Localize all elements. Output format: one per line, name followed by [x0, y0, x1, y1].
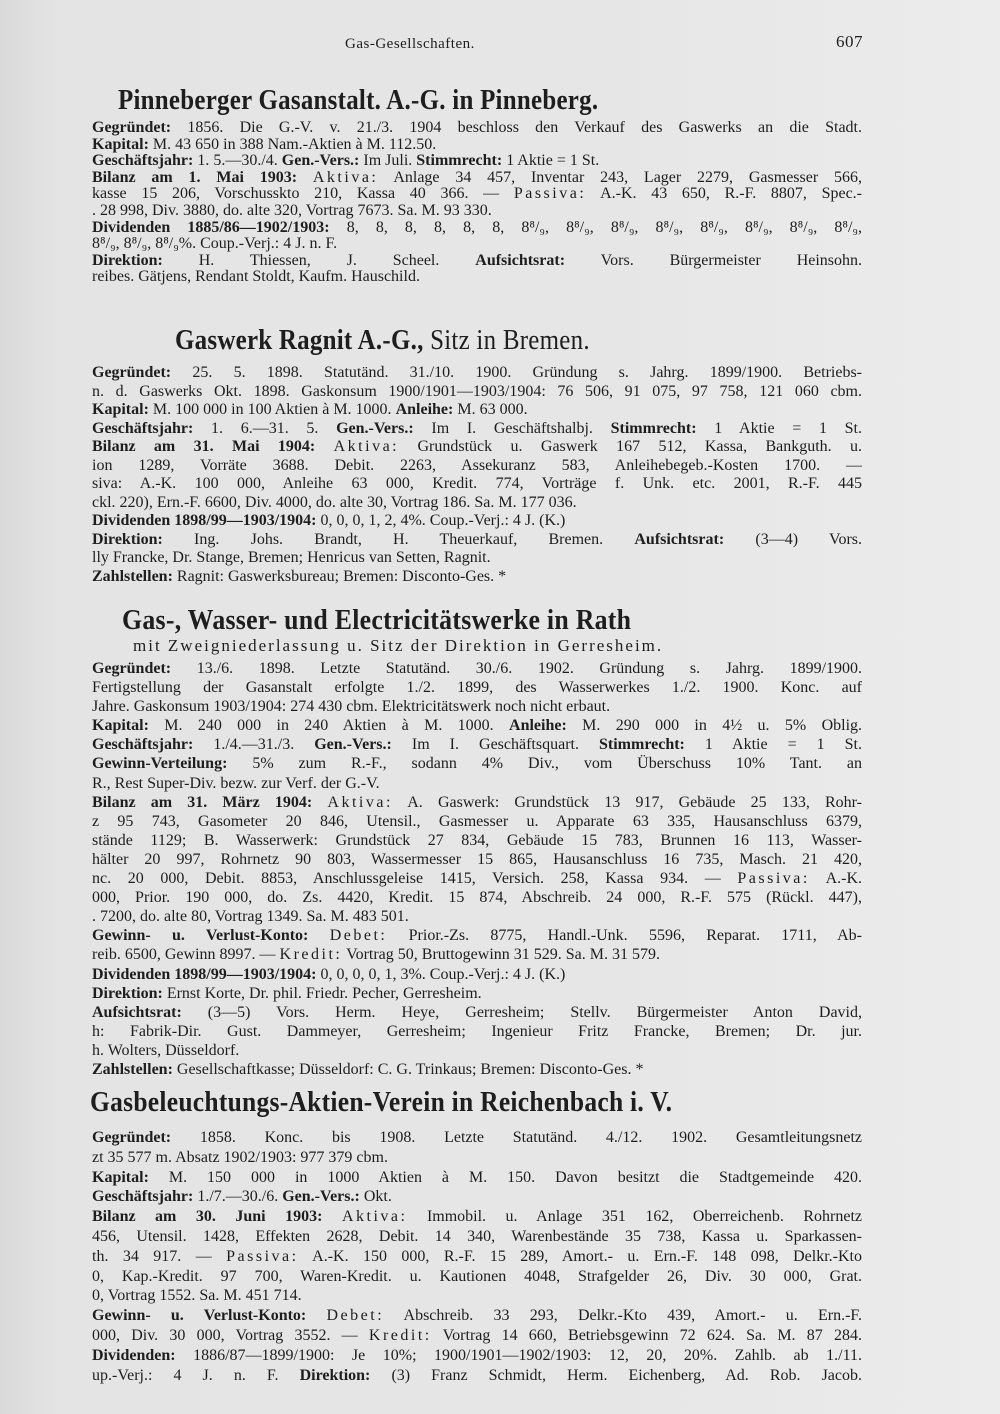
field-label: Dividenden 1898/99—1903/1904: [92, 965, 317, 983]
field-label: Bilanz am 31. Mai 1904: [92, 438, 316, 455]
field-value: Okt. [363, 1188, 392, 1206]
text-line [92, 420, 862, 439]
field-label: Gen.-Vers.: [282, 1188, 360, 1206]
field-value: 5% zum R.-F., sodann 4% Div., vom Überschuss 10% Tant. an [252, 755, 862, 773]
field-label: Anleihe: [509, 717, 567, 735]
text-line [92, 120, 862, 137]
field-value: 1./4.—31./3. [213, 736, 315, 754]
field-value: Immobil. u. Anlage 351 162, Oberreichenb. Rohrnetz [426, 1208, 862, 1226]
field-value: 1 Aktie = 1 St. [704, 736, 862, 754]
field-label: Geschäftsjahr: [92, 419, 194, 437]
section-title [122, 604, 631, 637]
field-value: M. 150 000 in 1000 Aktien à M. 150. Davon besitzt die Stadtgemeinde 420. [168, 1168, 862, 1186]
field-label: Zahlstellen: [92, 567, 173, 585]
field-label: Gegründet: [92, 120, 172, 136]
text-line [92, 1060, 862, 1079]
field-value: Ing. Johs. Brandt, H. Theuerkauf, Bremen. [194, 530, 635, 548]
field-label: Aufsichtsrat: [475, 252, 566, 269]
field-value: kasse 15 206, Vorschusskto 210, Kassa 40 366. — [92, 186, 514, 203]
field-value: A.-K. 43 650, R.-F. 8807, Spec.- [600, 186, 862, 203]
field-value: Debet: [326, 1307, 385, 1325]
text-line [92, 831, 862, 850]
field-value: ion 1289, Vorräte 3688. Debit. 2263, Assekuranz 583, Anleihebegeb.-Kosten 1700. — [92, 456, 862, 474]
field-value: ckl. 220), Ern.-F. 6600, Div. 4000, do. alte 30, Vortrag 186. Sa. M. 177 036. [92, 493, 577, 511]
field-label: Zahlstellen: [92, 1060, 173, 1078]
field-label: Bilanz am 31. März 1904: [92, 793, 313, 811]
field-value: Ragnit: Gaswerksbureau; Bremen: Disconto-Ges. * [176, 567, 507, 585]
field-value: M. 240 000 in 240 Aktien à M. 1000. [164, 717, 510, 735]
field-value: 8⁸/₉, 8⁸/₉, 8⁸/₉%. Coup.-Verj.: 4 J. n. F. [92, 236, 338, 253]
field-label: Gegründet: [92, 1129, 172, 1146]
text-line [92, 549, 862, 568]
text-line [92, 401, 862, 420]
field-label: Gen.-Vers.: [336, 419, 414, 437]
field-label: Direktion: [299, 1366, 371, 1384]
text-line [92, 153, 862, 170]
text-line [92, 1207, 862, 1227]
field-label: Bilanz am 1. Mai 1903: [92, 169, 298, 186]
field-value: A.-K. [825, 870, 862, 888]
field-value: Anlage 34 457, Inventar 243, Lager 2279, Gasmesser 566, [393, 169, 862, 186]
field-label: Kapital: [92, 717, 149, 735]
field-value: Gesellschaftkasse; Düsseldorf: C. G. Trinkaus; Bremen: Disconto-Ges. * [176, 1060, 644, 1078]
field-value: Jahre. Gaskonsum 1903/1904: 274 430 cbm. Elektricitätswerk noch nicht erbaut. [92, 698, 611, 716]
field-value: stände 1129; B. Wasserwerk: Grundstück 27 834, Gebäude 15 783, Brunnen 16 113, Wasser- [92, 831, 862, 849]
text-line [92, 716, 862, 735]
field-value: M. 43 650 in 388 Nam.-Aktien à M. 112.50. [152, 136, 437, 153]
field-label: Kapital: [92, 136, 149, 153]
text-line [92, 774, 862, 793]
field-value: Prior.-Zs. 8775, Handl.-Unk. 5596, Reparat. 1711, Ab- [408, 927, 862, 945]
field-value: Im I. Geschäftsquart. [411, 736, 599, 754]
field-label: Dividenden: [92, 1346, 176, 1364]
field-value: Aktiva: [333, 438, 400, 455]
field-value: 1. 5.—30./4. [197, 153, 282, 170]
field-label: Gen.-Vers.: [281, 153, 360, 170]
field-value: 0, 0, 0, 0, 1, 3%. Coup.-Verj.: 4 J. (K.) [320, 965, 566, 983]
field-label: Aufsichtsrat: [634, 530, 725, 548]
text-line [92, 945, 862, 964]
field-value: 456, Utensil. 1428, Effekten 2628, Debit. 14 340, Warenbestände 35 738, Kassa u. Sparkassen- [92, 1227, 862, 1245]
field-value: 1 Aktie = 1 St. [714, 419, 862, 437]
field-value: h: Fabrik-Dir. Gust. Dammeyer, Gerresheim; Ingenieur Fritz Francke, Bremen; Dr. jur. [92, 1022, 862, 1040]
text-line [92, 907, 862, 926]
section-subtitle: mit Zweigniederlassung u. Sitz der Direktion in Gerresheim. [133, 636, 664, 655]
section-body [92, 659, 862, 1079]
field-label: Direktion: [92, 984, 163, 1002]
text-line [92, 926, 862, 945]
text-line [92, 170, 862, 187]
field-label: Kapital: [92, 1168, 149, 1186]
section-title [118, 84, 598, 117]
field-value: 1886/87—1899/1900: Je 10%; 1900/1901—1902/1903: 12, 20, 20%. Zahlb. ab 1./11. [193, 1346, 862, 1364]
field-value: 1858. Konc. bis 1908. Letzte Statutänd. 4./12. 1902. Gesamtleitungsnetz [199, 1129, 862, 1146]
field-value: up.-Verj.: 4 J. n. F. [92, 1366, 300, 1384]
field-value: 8, 8, 8, 8, 8, 8, 8⁸/₉, 8⁸/₉, 8⁸/₉, 8⁸/₉, 8⁸/₉, 8⁸/₉, 8⁸/₉, 8⁸/₉, [346, 219, 862, 236]
section-body [92, 120, 862, 286]
field-value: reibes. Gätjens, Rendant Stoldt, Kaufm. Hauschild. [92, 269, 420, 286]
field-value: . 7200, do. alte 80, Vortrag 1349. Sa. M. 483 501. [92, 908, 409, 926]
field-label: Stimmrecht: [610, 419, 697, 437]
text-line [92, 220, 862, 237]
field-value: Passiva: [226, 1247, 299, 1265]
field-value: lly Francke, Dr. Stange, Bremen; Henricus van Setten, Ragnit. [92, 549, 491, 566]
text-line [92, 984, 862, 1003]
field-value: Aktiva: [312, 169, 379, 186]
field-label: Direktion: [92, 530, 163, 548]
text-line [92, 1267, 862, 1287]
field-value: 25. 5. 1898. Statutänd. 31./10. 1900. Gründung s. Jahrg. 1899/1900. Betriebs- [192, 364, 862, 381]
field-value: 1 Aktie = 1 St. [506, 153, 600, 170]
section-body [92, 1128, 862, 1385]
field-value: Fertigstellung der Gasanstalt erfolgte 1./2. 1899, des Wasserwerkes 1./2. 1900. Konc. auf [92, 679, 862, 697]
field-value: Aktiva: [341, 1208, 408, 1226]
text-line [92, 186, 862, 203]
field-label: Dividenden 1898/99—1903/1904: [92, 512, 317, 529]
field-value: 1856. Die G.-V. v. 21./3. 1904 beschloss den Verkauf des Gaswerks an die Stadt. [187, 120, 862, 136]
text-line [92, 1306, 862, 1326]
section-title [175, 324, 590, 357]
text-line [92, 1247, 862, 1267]
field-value: 000, Div. 30 000, Vortrag 3552. — [92, 1326, 369, 1344]
text-line [92, 754, 862, 773]
field-value: M. 290 000 in 4½ u. 5% Oblig. [582, 717, 862, 735]
field-label: Bilanz am 30. Juni 1903: [92, 1208, 323, 1226]
running-title: Gas-Gesellschaften. [345, 36, 475, 52]
text-line [92, 1227, 862, 1247]
text-line [92, 269, 862, 286]
field-label: Anleihe: [395, 401, 454, 418]
text-line [92, 1366, 862, 1386]
field-label: Gegründet: [92, 660, 172, 677]
field-value: Vortrag 50, Bruttogewinn 31 529. Sa. M. 31 579. [346, 946, 660, 964]
text-line [92, 659, 862, 678]
field-value: 000, Prior. 190 000, do. Zs. 4420, Kredit. 15 874, Abschreib. 24 000, R.-F. 575 (Rückl. 447), [92, 889, 862, 907]
text-line [92, 869, 862, 888]
text-line [92, 850, 862, 869]
field-label: Aufsichtsrat: [92, 1003, 182, 1021]
field-label: Gewinn- u. Verlust-Konto: [92, 927, 309, 945]
text-line [92, 364, 862, 383]
page-number: 607 [836, 32, 863, 51]
text-line [92, 1286, 862, 1306]
field-value: (3—4) Vors. [755, 530, 862, 548]
field-value: Vortrag 14 660, Betriebsgewinn 72 624. Sa. M. 87 284. [442, 1326, 862, 1344]
field-value: R., Rest Super-Div. bezw. zur Verf. der G.-V. [92, 774, 380, 792]
text-line [92, 812, 862, 831]
text-line [92, 1128, 862, 1148]
field-label: Stimmrecht: [416, 153, 503, 170]
text-line [92, 735, 862, 754]
text-line [92, 531, 862, 550]
field-value: Vors. Bürgermeister Heinsohn. [600, 252, 862, 269]
text-line [92, 1326, 862, 1346]
field-label: Dividenden 1885/86—1902/1903: [92, 219, 330, 236]
field-value: z 95 743, Gasometer 20 846, Utensil., Gasmesser u. Apparate 63 335, Hausanschluss 6379, [92, 812, 862, 830]
text-line [92, 512, 862, 531]
text-line [92, 1187, 862, 1207]
field-value: A. Gaswerk: Grundstück 13 917, Gebäude 25 133, Rohr- [407, 793, 862, 811]
field-label: Gen.-Vers.: [314, 736, 392, 754]
text-line [92, 236, 862, 253]
title-text: Gas-, Wasser- und Electricitätswerke in Rath [122, 604, 632, 636]
text-line [92, 438, 862, 457]
text-line [92, 1148, 862, 1168]
field-value: 0, Kap.-Kredit. 97 700, Waren-Kredit. u. Kautionen 4048, Strafgelder 26, Div. 30 000, Grat. [92, 1267, 862, 1285]
field-value: M. 63 000. [457, 401, 528, 418]
title-text: Pinneberger Gasanstalt. A.-G. in Pinneberg. [118, 84, 599, 116]
field-value: Passiva: [513, 186, 587, 203]
field-label: Gegründet: [92, 364, 172, 381]
field-value: siva: A.-K. 100 000, Anleihe 63 000, Kredit. 774, Vorträge f. Unk. etc. 2001, R.-F. 445 [92, 475, 862, 492]
text-line [92, 457, 862, 476]
text-line [92, 203, 862, 220]
field-value: n. d. Gaswerks Okt. 1898. Gaskonsum 1900/1901—1903/1904: 76 506, 91 075, 97 758, 121 060 cbm. [92, 382, 862, 400]
text-line [92, 568, 862, 587]
text-line [92, 383, 862, 402]
title-text: Gasbeleuchtungs-Aktien-Verein in Reichenbach i. V. [90, 1086, 673, 1118]
field-label: Geschäftsjahr: [92, 736, 194, 754]
text-line [92, 965, 862, 984]
text-line [92, 793, 862, 812]
text-line [92, 1168, 862, 1188]
field-value: A.-K. 150 000, R.-F. 15 289, Amort.- u. Ern.-F. 148 098, Delkr.-Kto [312, 1247, 862, 1265]
field-value: . 28 998, Div. 3880, do. alte 320, Vortrag 7673. Sa. M. 93 330. [92, 202, 492, 219]
field-value: Debet: [329, 927, 388, 945]
text-line [92, 1003, 862, 1022]
field-value: 13./6. 1898. Letzte Statutänd. 30./6. 1902. Gründung s. Jahrg. 1899/1900. [196, 660, 862, 677]
field-label: Direktion: [92, 252, 163, 269]
text-line [92, 888, 862, 907]
field-value: Kredit: [368, 1326, 432, 1344]
field-value: reib. 6500, Gewinn 8997. — [92, 946, 280, 964]
field-value: 0, Vortrag 1552. Sa. M. 451 714. [92, 1287, 302, 1305]
field-value: 1./7.—30./6. [197, 1188, 283, 1206]
field-value: (3—5) Vors. Herm. Heye, Gerresheim; Stellv. Bürgermeister Anton David, [207, 1003, 862, 1021]
field-value: Im I. Geschäftshalbj. [431, 419, 611, 437]
field-label: Stimmrecht: [598, 736, 685, 754]
field-value: zt 35 577 m. Absatz 1902/1903: 977 379 cbm. [92, 1148, 388, 1166]
text-line [92, 678, 862, 697]
field-label: Geschäftsjahr: [92, 153, 194, 170]
field-value: Kredit: [279, 946, 343, 964]
field-value: Ernst Korte, Dr. phil. Friedr. Pecher, Gerresheim. [166, 984, 482, 1002]
field-value: Passiva: [737, 870, 810, 888]
field-value: h. Wolters, Düsseldorf. [92, 1041, 240, 1059]
text-line [92, 494, 862, 513]
text-line [92, 253, 862, 270]
field-label: Geschäftsjahr: [92, 1188, 194, 1206]
field-label: Gewinn-Verteilung: [92, 755, 228, 773]
text-line [92, 697, 862, 716]
field-value: Im Juli. [363, 153, 417, 170]
text-line [92, 475, 862, 494]
title-text: Gaswerk Ragnit A.-G., [175, 324, 424, 356]
section-title [90, 1086, 672, 1119]
field-value: M. 100 000 in 100 Aktien à M. 1000. [152, 401, 396, 418]
field-value: nc. 20 000, Debit. 8853, Anschlussgeleise 1415, Versich. 258, Kassa 934. — [92, 870, 738, 888]
field-value: th. 34 917. — [92, 1247, 227, 1265]
field-value: H. Thiessen, J. Scheel. [198, 252, 476, 269]
field-value: Abschreib. 33 293, Delkr.-Kto 439, Amort.- u. Ern.-F. [403, 1307, 862, 1325]
field-value: 1. 6.—31. 5. [211, 419, 337, 437]
field-value: hälter 20 997, Rohrnetz 90 803, Wassermesser 15 865, Hausanschluss 16 735, Masch. 21 420, [92, 850, 862, 868]
field-value: 0, 0, 0, 1, 2, 4%. Coup.-Verj.: 4 J. (K.) [320, 512, 566, 529]
text-line [92, 1346, 862, 1366]
field-label: Kapital: [92, 401, 149, 418]
text-line [92, 1041, 862, 1060]
text-line [92, 137, 862, 154]
text-line [92, 1022, 862, 1041]
title-suffix: Sitz in Bremen. [423, 324, 590, 356]
field-value: Aktiva: [327, 793, 393, 811]
field-value: Grundstück u. Gaswerk 167 512, Kassa, Bankguth. u. [417, 438, 862, 455]
section-body [92, 364, 862, 586]
field-label: Gewinn- u. Verlust-Konto: [92, 1307, 307, 1325]
field-value: (3) Franz Schmidt, Herm. Eichenberg, Ad. Rob. Jacob. [391, 1366, 862, 1384]
